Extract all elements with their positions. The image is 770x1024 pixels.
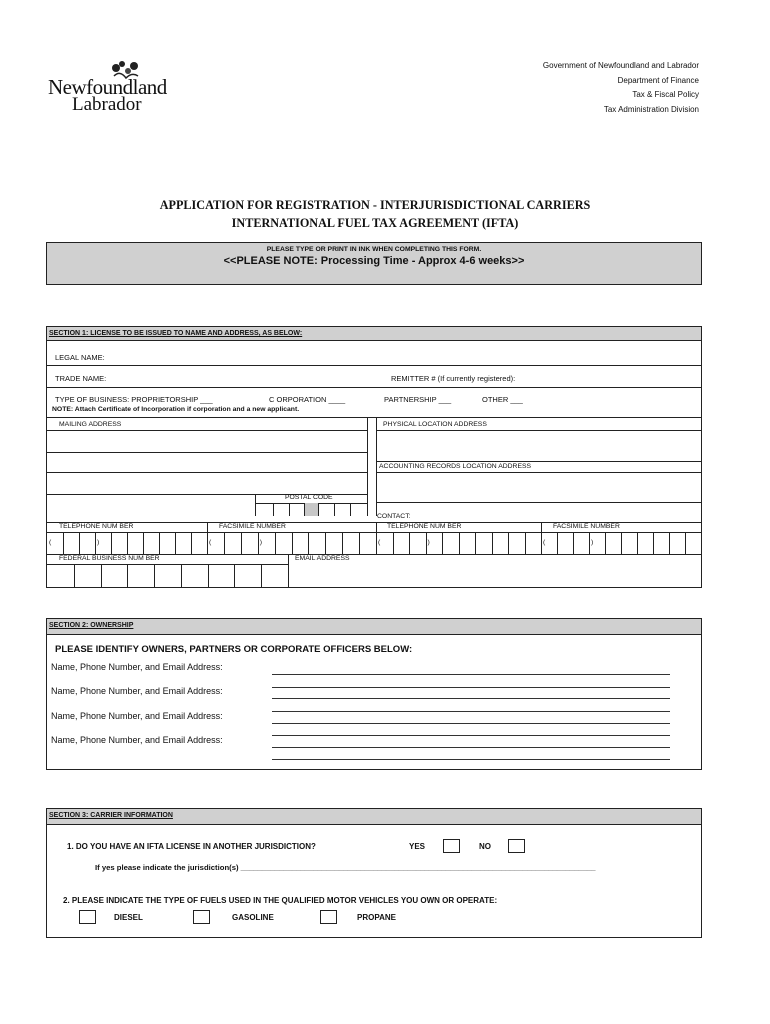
facsimile-label-1: FACSIMILE NUMBER: [219, 523, 286, 530]
paren-open-glyph: (: [49, 539, 52, 546]
physical-address-label: PHYSICAL LOCATION ADDRESS: [383, 421, 487, 428]
logo-line-1: Newfoundland: [48, 75, 167, 99]
yes-label: YES: [409, 842, 426, 851]
digit-cell-divider: [127, 532, 128, 554]
digit-cell-divider: [111, 532, 112, 554]
digit-cell-divider: [442, 532, 443, 554]
digit-cell-divider: [342, 532, 343, 554]
owner-row-label: Name, Phone Number, and Email Address:: [51, 711, 223, 721]
paren-open-glyph: (: [543, 539, 546, 546]
incorporation-note: NOTE: Attach Certificate of Incorporation if corporation and a new applicant.: [52, 406, 300, 413]
owner-line[interactable]: [272, 711, 670, 712]
section-3: [46, 808, 702, 938]
digit-cell-divider: [175, 532, 176, 554]
fuel-label-gasoline: GASOLINE: [232, 913, 274, 922]
other-option[interactable]: OTHER ___: [482, 395, 523, 404]
page-title: [0, 196, 750, 232]
telephone-label-1: TELEPHONE NUM BER: [59, 523, 134, 530]
ownership-prompt: PLEASE IDENTIFY OWNERS, PARTNERS OR CORPORATE OFFICERS BELOW:: [55, 644, 413, 655]
digit-cell-divider: [275, 532, 276, 554]
federal-cell-divider: [181, 564, 182, 587]
digit-cell-divider: [621, 532, 622, 554]
question-1: 1. DO YOU HAVE AN IFTA LICENSE IN ANOTHER JURISDICTION?: [67, 842, 316, 851]
fuel-label-propane: PROPANE: [357, 913, 396, 922]
digit-cell-divider: [292, 532, 293, 554]
digit-cell-divider: [492, 532, 493, 554]
digit-cell-divider: [573, 532, 574, 554]
digit-cell-divider: [475, 532, 476, 554]
federal-business-number-label: FEDERAL BUSINESS NUM BER: [59, 555, 160, 562]
digit-cell-divider: [637, 532, 638, 554]
section-3-heading: SECTION 3: CARRIER INFORMATION: [47, 809, 701, 825]
no-label: NO: [479, 842, 491, 851]
federal-cell-divider: [74, 564, 75, 587]
email-field[interactable]: [289, 565, 701, 587]
digit-cell-divider: [224, 532, 225, 554]
postal-code-label: POSTAL CODE: [285, 494, 333, 501]
owner-row-label: Name, Phone Number, and Email Address:: [51, 686, 223, 696]
section-1-heading: SECTION 1: LICENSE TO BE ISSUED TO NAME AND ADDRESS, AS BELOW:: [47, 327, 701, 341]
paren-close-glyph: ): [97, 539, 100, 546]
digit-cell-divider: [685, 532, 686, 554]
paren-close-glyph: ): [591, 539, 594, 546]
federal-cell-divider: [234, 564, 235, 587]
gov-line: Department of Finance: [617, 75, 699, 85]
legal-name-label: LEGAL NAME:: [55, 353, 105, 362]
gov-line: Tax & Fiscal Policy: [632, 90, 699, 100]
owner-line[interactable]: [272, 759, 670, 760]
digit-cell-divider: [589, 532, 590, 554]
digit-cell-divider: [393, 532, 394, 554]
logo: [48, 56, 188, 116]
business-type-label: TYPE OF BUSINESS: PROPRIETORSHIP ___: [55, 395, 213, 404]
title-line-2: INTERNATIONAL FUEL TAX AGREEMENT (IFTA): [231, 216, 519, 230]
digit-cell-divider: [143, 532, 144, 554]
question-2: 2. PLEASE INDICATE THE TYPE OF FUELS USED IN THE QUALIFIED MOTOR VEHICLES YOU OWN OR OPERATE:: [63, 896, 498, 905]
processing-time-note: <<PLEASE NOTE: Processing Time - Approx 4-6 weeks>>: [223, 255, 525, 267]
digit-cell-divider: [459, 532, 460, 554]
federal-cell-divider: [208, 564, 209, 587]
remitter-label: REMITTER # (If currently registered):: [391, 374, 516, 383]
mailing-address-label: MAILING ADDRESS: [59, 421, 122, 428]
telephone-label-2: TELEPHONE NUM BER: [387, 523, 462, 530]
owner-line[interactable]: [272, 674, 670, 675]
federal-cell-divider: [261, 564, 262, 587]
government-address: [543, 59, 699, 117]
paren-open-glyph: (: [209, 539, 212, 546]
paren-close-glyph: ): [259, 539, 262, 546]
instruction-text: PLEASE TYPE OR PRINT IN INK WHEN COMPLETING THIS FORM.: [266, 246, 482, 253]
gasoline-checkbox[interactable]: [193, 910, 210, 924]
owner-line[interactable]: [272, 735, 670, 736]
section-2: [46, 618, 702, 770]
digit-cell-divider: [258, 532, 259, 554]
digit-cell-divider: [325, 532, 326, 554]
digit-cell-divider: [557, 532, 558, 554]
no-checkbox[interactable]: [508, 839, 525, 853]
section-divider: [376, 522, 377, 554]
records-address-label: ACCOUNTING RECORDS LOCATION ADDRESS: [379, 463, 532, 470]
digit-cell-divider: [79, 532, 80, 554]
section-divider: [207, 522, 208, 554]
yes-checkbox[interactable]: [443, 839, 460, 853]
owner-row-label: Name, Phone Number, and Email Address:: [51, 662, 223, 672]
paren-close-glyph: ): [427, 539, 430, 546]
propane-checkbox[interactable]: [320, 910, 337, 924]
fuel-label-diesel: DIESEL: [114, 913, 143, 922]
corporation-option[interactable]: C ORPORATION ____: [269, 395, 346, 404]
federal-cell-divider: [127, 564, 128, 587]
owner-line[interactable]: [272, 698, 670, 699]
digit-cell-divider: [159, 532, 160, 554]
digit-cell-divider: [525, 532, 526, 554]
digit-cell-divider: [359, 532, 360, 554]
digit-cell-divider: [95, 532, 96, 554]
email-address-label: EMAIL ADDRESS: [295, 555, 350, 562]
contact-label: CONTACT:: [377, 513, 411, 520]
partnership-option[interactable]: PARTNERSHIP ___: [384, 395, 452, 404]
trade-name-label: TRADE NAME:: [55, 374, 107, 383]
digit-cell-divider: [605, 532, 606, 554]
digit-cell-divider: [63, 532, 64, 554]
paren-open-glyph: (: [378, 539, 381, 546]
digit-cell-divider: [409, 532, 410, 554]
diesel-checkbox[interactable]: [79, 910, 96, 924]
section-divider: [541, 522, 542, 554]
section-1: [46, 326, 702, 588]
jurisdiction-followup[interactable]: If yes please indicate the jurisdiction(s) ___________________________________________________________________________________: [95, 863, 596, 872]
notice-box: [46, 242, 702, 285]
gov-line: Tax Administration Division: [603, 104, 699, 114]
owner-line[interactable]: [272, 747, 670, 748]
logo-line-2: Labrador: [72, 94, 142, 115]
digit-cell-divider: [426, 532, 427, 554]
owner-line[interactable]: [272, 687, 670, 688]
title-line-1: APPLICATION FOR REGISTRATION - INTERJURISDICTIONAL CARRIERS: [159, 198, 591, 212]
section-2-heading: SECTION 2: OWNERSHIP: [47, 619, 701, 635]
facsimile-label-2: FACSIMILE NUMBER: [553, 523, 620, 530]
federal-cell-divider: [101, 564, 102, 587]
owner-row-label: Name, Phone Number, and Email Address:: [51, 735, 223, 745]
digit-cell-divider: [653, 532, 654, 554]
digit-cell-divider: [308, 532, 309, 554]
digit-cell-divider: [508, 532, 509, 554]
digit-cell-divider: [669, 532, 670, 554]
digit-cell-divider: [241, 532, 242, 554]
federal-cell-divider: [154, 564, 155, 587]
owner-line[interactable]: [272, 723, 670, 724]
gov-line: Government of Newfoundland and Labrador: [542, 61, 699, 70]
digit-cell-divider: [191, 532, 192, 554]
